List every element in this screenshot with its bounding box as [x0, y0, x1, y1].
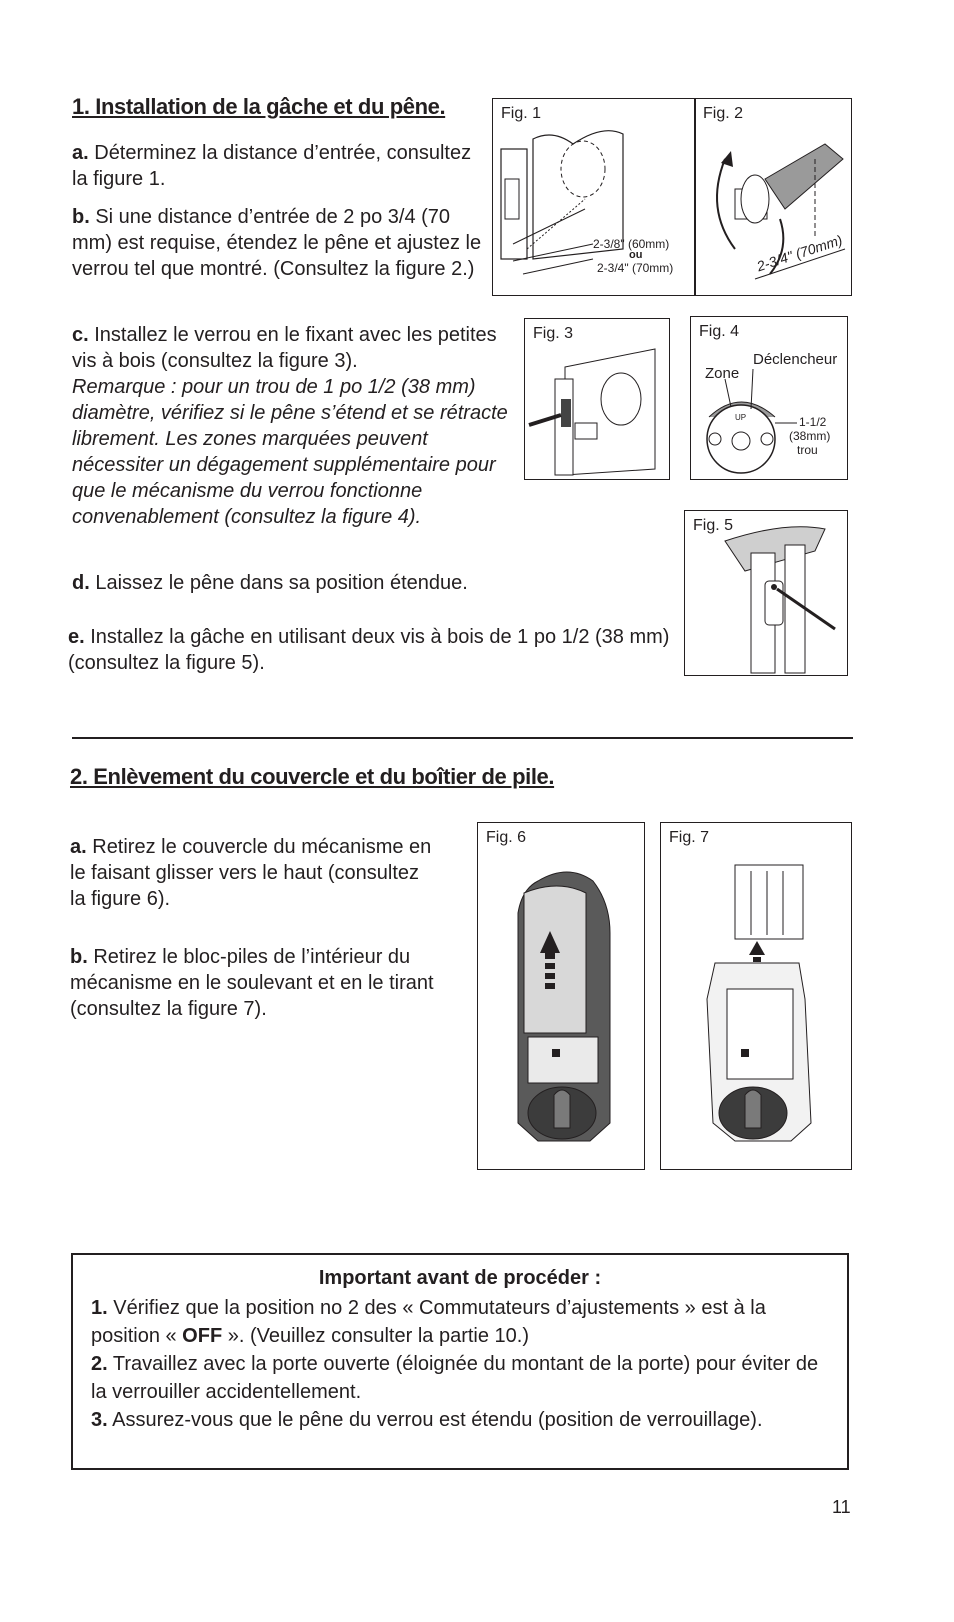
step-1d — [72, 570, 632, 596]
notice-item-text: Vérifiez que la position no 2 des « Commutateurs d’ajustements » est à la position « — [91, 1297, 766, 1347]
step-text: Installez la gâche en utilisant deux vis à bois de 1 po 1/2 (38 mm) (consultez la figure 5). — [68, 626, 670, 674]
dimension-70mm-extended: 2-3/4" (70mm) — [754, 231, 845, 275]
battery-pack-removal-illustration — [661, 823, 851, 1169]
notice-item-label: 2. — [91, 1353, 108, 1375]
step-text: Installez le verrou en le fixant avec les petites vis à bois (consultez la figure 3). — [72, 324, 497, 372]
section2-heading: 2. Enlèvement du couvercle et du boîtier de pile. — [70, 764, 555, 789]
step-text: Si une distance d’entrée de 2 po 3/4 (70 mm) est requise, étendez le pêne et ajustez le verrou tel que montré. (Consultez la figure 2.) — [72, 206, 482, 280]
section-divider — [72, 737, 853, 739]
step-text: Retirez le bloc-piles de l’intérieur du mécanisme en le soulevant et en le tirant (consultez la figure 7). — [70, 946, 434, 1020]
bore-hole-illustration — [691, 317, 847, 479]
figure-5-label: Fig. 5 — [693, 517, 734, 534]
note-text: Remarque : pour un trou de 1 po 1/2 (38 mm) diamètre, vérifiez si le pêne s’étend et se rétracte librement. Les zones marquées peuvent nécessiter un dégagement supplémentaire pour que le mécanisme du verrou fonctionne convenablement (consultez la figure 4). — [72, 376, 508, 528]
notice-off-value: OFF — [182, 1325, 223, 1347]
step-text: Déterminez la distance d’entrée, consultez la figure 1. — [72, 142, 472, 190]
notice-item-text: Travaillez avec la porte ouverte (éloignée du montant de la porte) pour éviter de la verrouiller accidentellement. — [91, 1353, 819, 1403]
step-1b — [72, 204, 492, 282]
figure-4-frame — [690, 316, 848, 480]
notice-item-label: 3. — [91, 1409, 108, 1431]
step-2a — [70, 834, 440, 912]
step-label: a. — [70, 836, 87, 858]
step-label: b. — [72, 206, 90, 228]
step-1c — [72, 322, 512, 374]
figure-5-frame — [684, 510, 848, 676]
latch-screw-illustration — [525, 319, 669, 479]
notice-item-3 — [73, 1406, 847, 1434]
trigger-label: Déclencheur — [753, 351, 838, 368]
strike-plate-illustration — [685, 511, 847, 675]
hole-word-label: trou — [797, 443, 818, 457]
hole-size-label: 1-1/2 — [799, 415, 827, 429]
step-1e — [68, 624, 678, 676]
figure-1-2-frame — [492, 98, 852, 296]
dimension-60mm: 2-3/8" (60mm) — [593, 237, 670, 251]
hole-mm-label: (38mm) — [789, 429, 831, 443]
figure-1-label: Fig. 1 — [501, 105, 542, 122]
step-label: b. — [70, 946, 88, 968]
figure-3-label: Fig. 3 — [533, 325, 574, 342]
dimension-70mm: 2-3/4" (70mm) — [597, 261, 674, 275]
notice-item-text: Assurez-vous que le pêne du verrou est étendu (position de verrouillage). — [107, 1409, 763, 1431]
figure-2-label: Fig. 2 — [703, 105, 744, 122]
figure-7-frame — [660, 822, 852, 1170]
step-2b — [70, 944, 446, 1022]
section1-heading: 1. Installation de la gâche et du pêne. — [72, 94, 446, 119]
step-label: d. — [72, 572, 90, 594]
dimension-or: ou — [629, 249, 643, 261]
notice-item-2 — [73, 1350, 847, 1406]
zone-label: Zone — [705, 365, 740, 382]
figure-6-label: Fig. 6 — [486, 829, 527, 846]
step-1a — [72, 140, 472, 192]
step-text: Retirez le couvercle du mécanisme en le faisant glisser vers le haut (consultez la figure 6). — [70, 836, 432, 910]
figure-3-frame — [524, 318, 670, 480]
important-notice-box — [71, 1253, 849, 1470]
up-marker: UP — [735, 413, 747, 422]
notice-item-1 — [73, 1294, 847, 1350]
step-label: e. — [68, 626, 85, 648]
cover-removal-illustration — [478, 823, 644, 1169]
step-label: a. — [72, 142, 89, 164]
step-1c-note — [72, 374, 592, 530]
notice-item-label: 1. — [91, 1297, 108, 1319]
figure-7-label: Fig. 7 — [669, 829, 710, 846]
figure-6-frame — [477, 822, 645, 1170]
step-text: Laissez le pêne dans sa position étendue. — [89, 572, 468, 594]
figure-4-label: Fig. 4 — [699, 323, 740, 340]
page-number: 11 — [832, 1497, 851, 1517]
notice-title: Important avant de procéder : — [318, 1267, 602, 1289]
notice-item-text: ». (Veuillez consulter la partie 10.) — [222, 1325, 529, 1347]
step-label: c. — [72, 324, 89, 346]
